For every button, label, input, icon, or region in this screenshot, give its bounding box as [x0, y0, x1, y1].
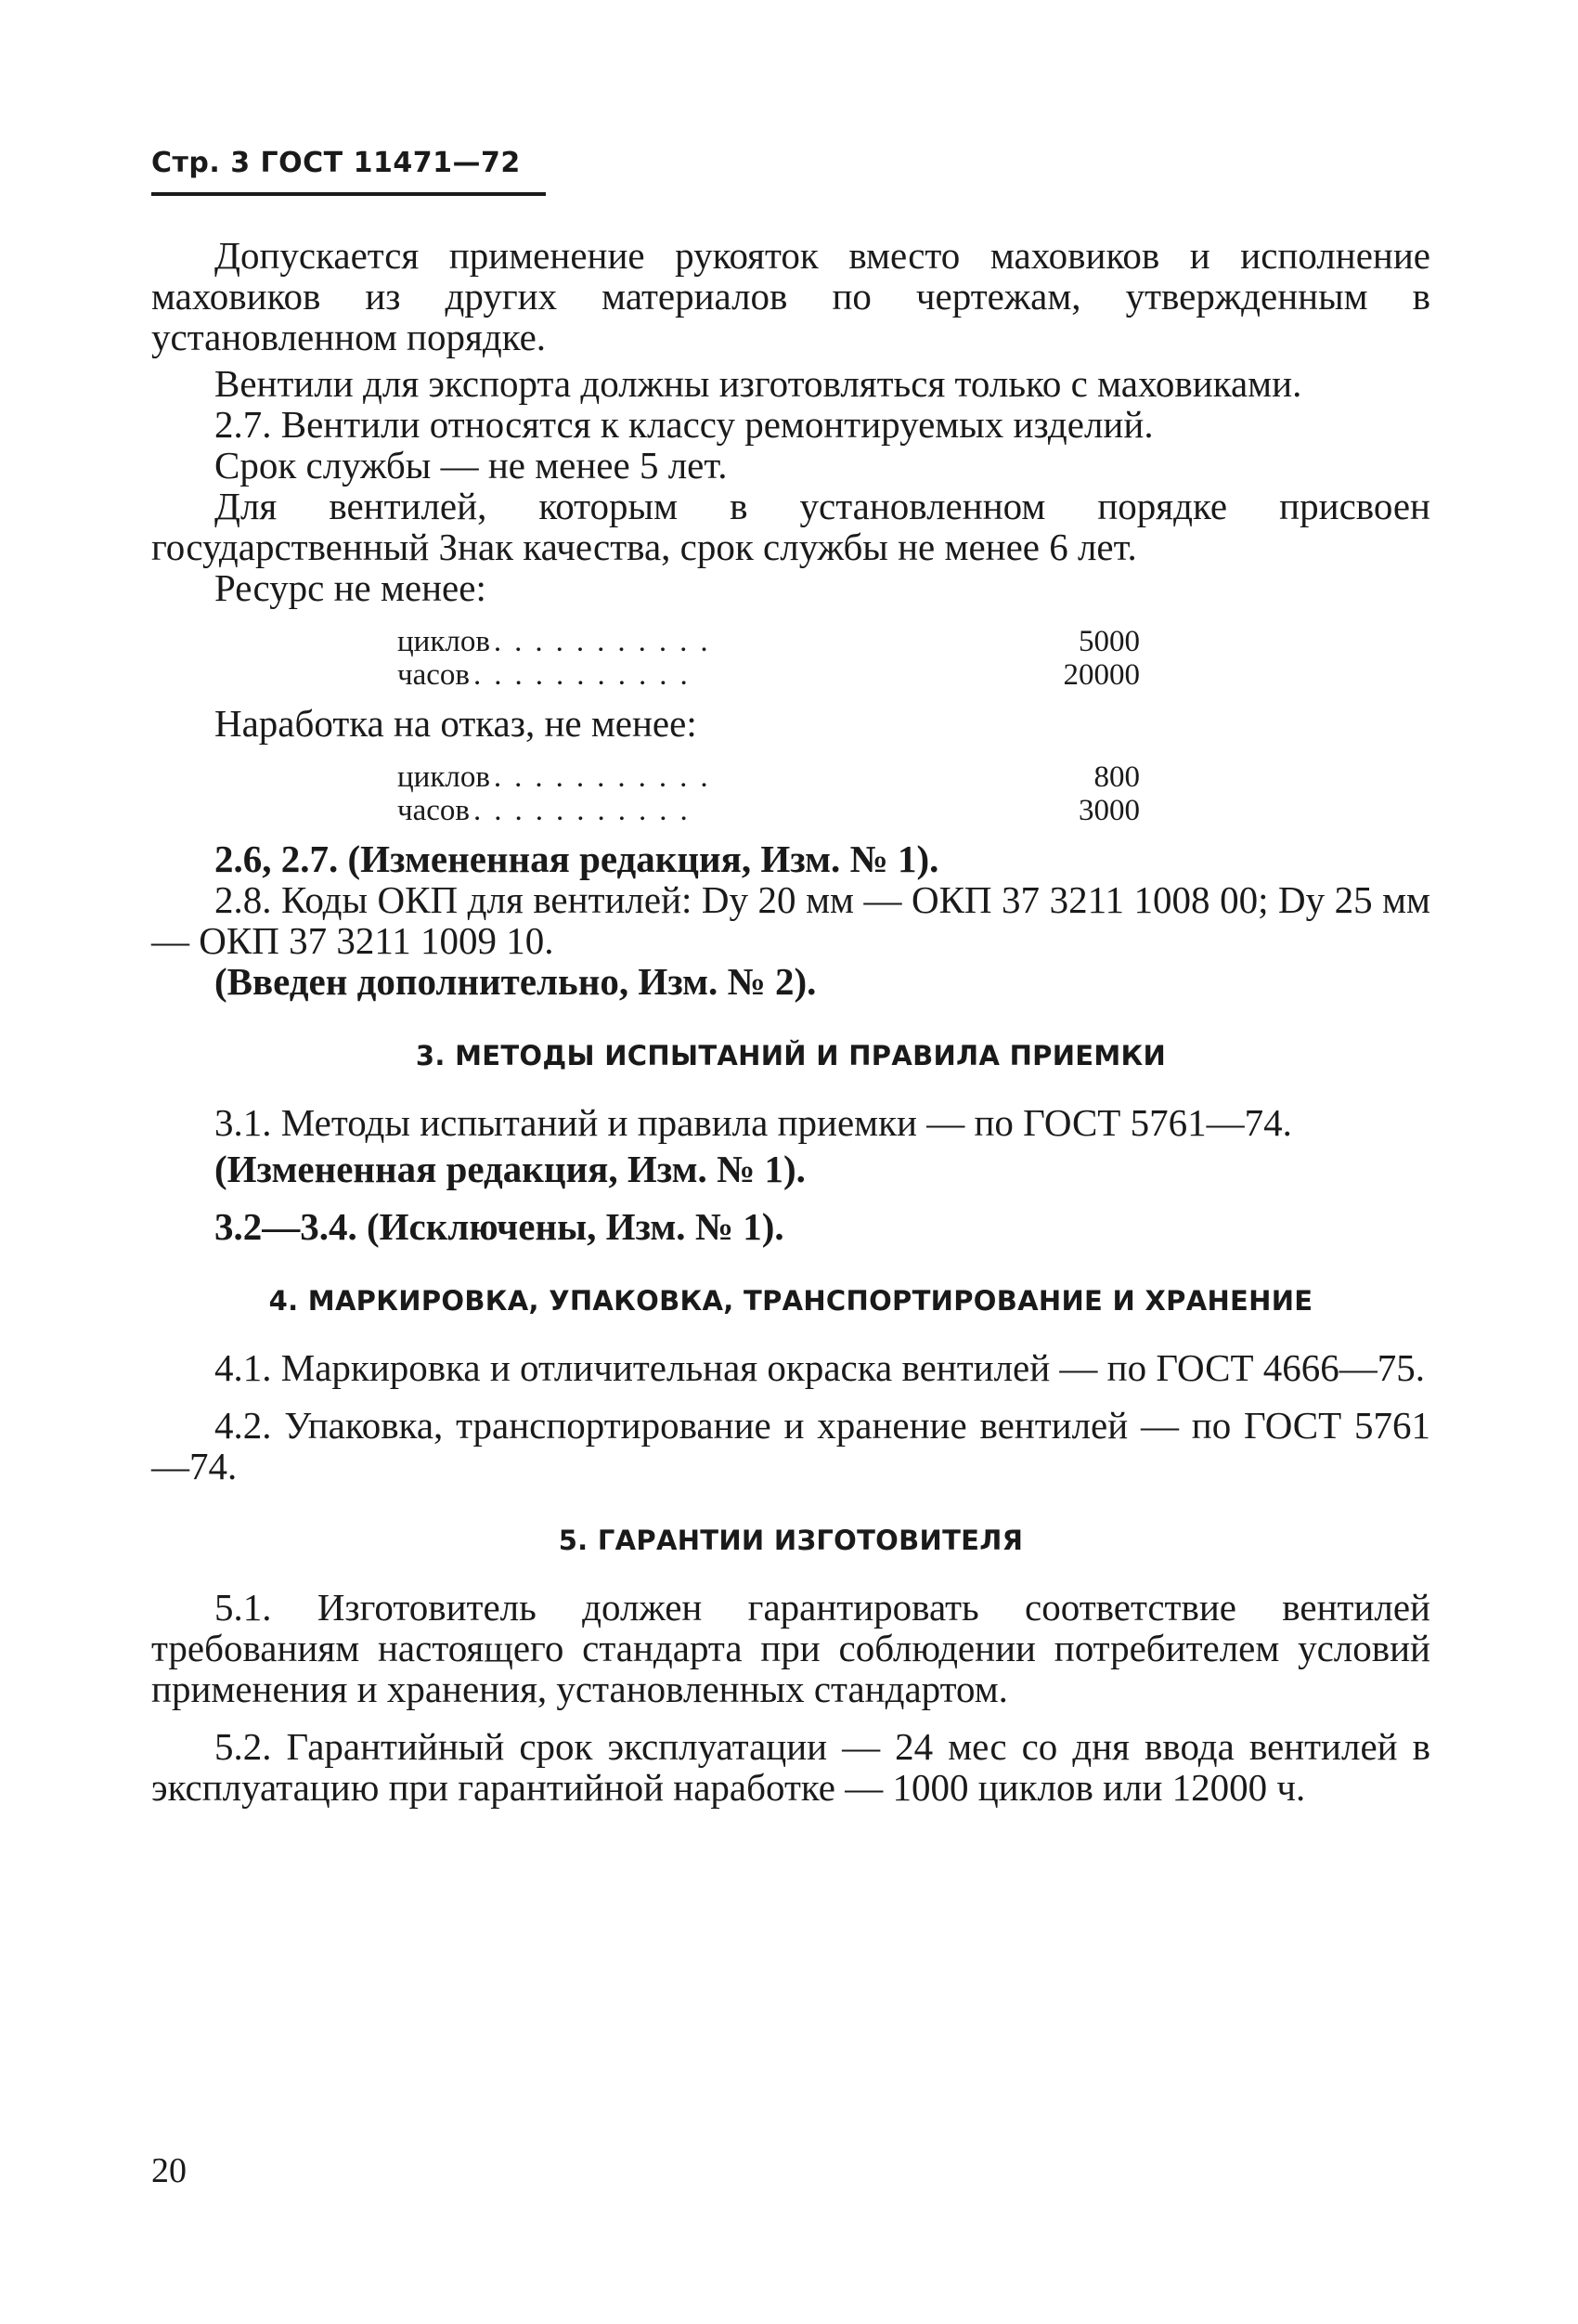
leader-dots: ........... — [493, 625, 721, 658]
paragraph: 5.1. Изготовитель должен гарантировать соответствие вентилей требованиям настоящего стандарта при соблюдении потребителем условий применения и хранения, установленных стандартом. — [151, 1586, 1430, 1710]
table-row-value: 3000 — [1079, 794, 1140, 827]
paragraph: 4.2. Упаковка, транспортирование и хранение вентилей — по ГОСТ 5761—74. — [151, 1404, 1430, 1487]
amendment-note: (Измененная редакция, Изм. № 1). — [214, 1148, 806, 1190]
paragraph: 3.1. Методы испытаний и правила приемки — по ГОСТ 5761—74. — [214, 1101, 1292, 1144]
page-number: 20 — [151, 2151, 187, 2190]
table-row — [397, 625, 1140, 658]
page-header: Стр. 3 ГОСТ 11471—72 — [151, 147, 521, 179]
table-row-value: 800 — [1093, 760, 1140, 794]
table-row-value: 5000 — [1079, 625, 1140, 658]
paragraph: 2.8. Коды ОКП для вентилей: Dу 20 мм — ОКП 37 3211 1008 00; Dу 25 мм — ОКП 37 3211 1009 10. — [151, 878, 1430, 962]
table-row-label: часов — [397, 794, 470, 827]
table-row-label: циклов — [397, 625, 490, 658]
paragraph: Срок службы — не менее 5 лет. — [214, 444, 728, 487]
paragraph: Ресурс не менее: — [214, 566, 486, 609]
paragraph: 2.7. Вентили относятся к классу ремонтируемых изделий. — [214, 403, 1154, 446]
amendment-note: (Введен дополнительно, Изм. № 2). — [214, 960, 817, 1003]
table-row-label: циклов — [397, 760, 490, 794]
paragraph: 4.1. Маркировка и отличительная окраска вентилей — по ГОСТ 4666—75. — [214, 1346, 1426, 1389]
leader-dots: ........... — [472, 658, 701, 692]
leader-dots: ........... — [493, 760, 721, 794]
document-body — [151, 235, 1430, 1808]
table-row — [397, 658, 1140, 692]
mtbf-table — [397, 760, 1140, 827]
paragraph: Вентили для экспорта должны изготовляться только с маховиками. — [214, 362, 1302, 405]
table-row-value: 20000 — [1063, 658, 1140, 692]
section-heading-5: 5. ГАРАНТИИ ИЗГОТОВИТЕЛЯ — [558, 1525, 1024, 1556]
table-row-label: часов — [397, 658, 470, 692]
paragraph: 5.2. Гарантийный срок эксплуатации — 24 мес со дня ввода вентилей в эксплуатацию при гарантийной наработке — 1000 циклов или 12000 ч. — [151, 1725, 1430, 1809]
paragraph: Допускается применение рукояток вместо маховиков и исполнение маховиков из других материалов по чертежам, утвержденным в установленном порядке. — [151, 234, 1430, 358]
header-rule — [151, 192, 546, 196]
section-heading-3: 3. МЕТОДЫ ИСПЫТАНИЙ И ПРАВИЛА ПРИЕМКИ — [415, 1040, 1167, 1071]
paragraph: Наработка на отказ, не менее: — [214, 702, 697, 745]
paragraph: Для вентилей, которым в установленном порядке присвоен государственный Знак качества, срок службы не менее 6 лет. — [151, 485, 1430, 568]
table-row — [397, 760, 1140, 794]
table-row — [397, 794, 1140, 827]
leader-dots: ........... — [472, 794, 701, 827]
section-heading-4: 4. МАРКИРОВКА, УПАКОВКА, ТРАНСПОРТИРОВАНИЕ И ХРАНЕНИЕ — [268, 1285, 1313, 1317]
amendment-note: 2.6, 2.7. (Измененная редакция, Изм. № 1). — [214, 837, 939, 880]
amendment-note: 3.2—3.4. (Исключены, Изм. № 1). — [214, 1205, 784, 1248]
resource-table — [397, 625, 1140, 692]
